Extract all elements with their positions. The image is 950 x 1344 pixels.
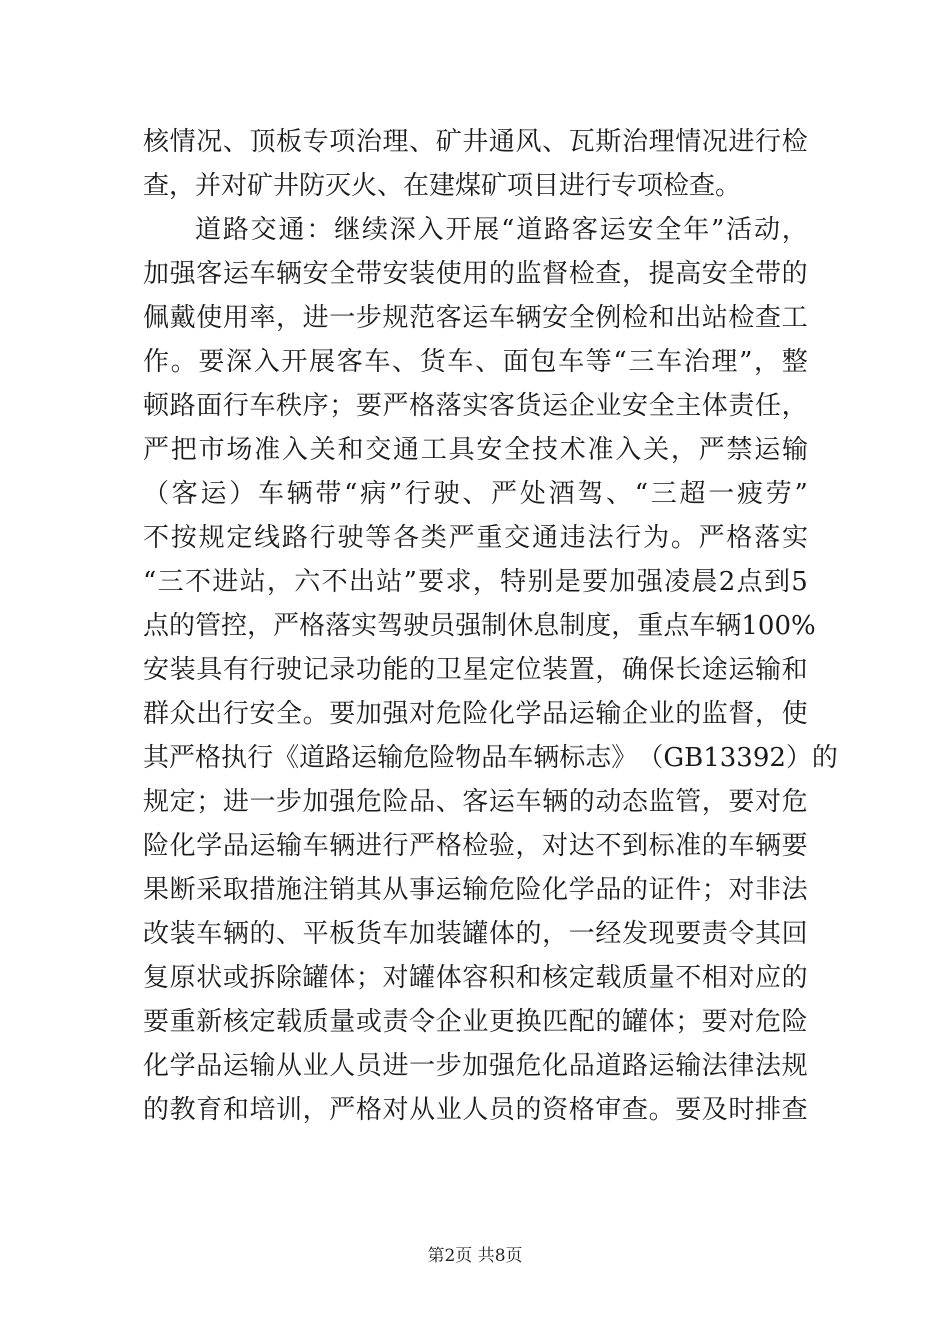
text-line: 佩 戴 使 用 率 ， 进 一 步 规 范 客 运 车 辆 安 全 例 检 和 出 站 检 查 工 <box>143 303 808 333</box>
text-line: 点 的 管 控 ， 严 格 落 实 驾 驶 员 强 制 休 息 制 度 ， 重 点 车 辆 100% <box>143 611 816 641</box>
document-body <box>143 120 838 1132</box>
page-number: 第2页 共8页 <box>427 1246 523 1266</box>
text-line: 群 众 出 行 安 全 。 要 加 强 对 危 险 化 学 品 运 输 企 业 的 监 督 ， 使 <box>143 699 808 729</box>
text-line: 核 情 况 、 顶 板 专 项 治 理 、 矿 井 通 风 、 瓦 斯 治 理 情 况 进 行 检 <box>143 127 808 157</box>
text-line: 不 按 规 定 线 路 行 驶 等 各 类 严 重 交 通 违 法 行 为 。 严 格 落 实 <box>143 523 808 553</box>
text-line: 加 强 客 运 车 辆 安 全 带 安 装 使 用 的 监 督 检 查 ， 提 高 安 全 带 的 <box>143 259 808 289</box>
text-line: 果 断 采 取 措 施 注 销 其 从 事 运 输 危 险 化 学 品 的 证 件 ； 对 非 法 <box>143 875 808 905</box>
text-line: 查，并对矿井防灭火、在建煤矿项目进行专项检查。 <box>143 171 742 201</box>
text-line: 化 学 品 运 输 从 业 人 员 进 一 步 加 强 危 化 品 道 路 运 输 法 律 法 规 <box>143 1051 808 1081</box>
text-line: 顿 路 面 行 车 秩 序 ； 要 严 格 落 实 客 货 运 企 业 安 全 主 体 责 任 ， <box>143 391 808 421</box>
text-line: 复 原 状 或 拆 除 罐 体 ； 对 罐 体 容 积 和 核 定 载 质 量 不 相 对 应 的 <box>143 963 808 993</box>
text-line: 安 装 具 有 行 驶 记 录 功 能 的 卫 星 定 位 装 置 ， 确 保 长 途 运 输 和 <box>143 655 808 685</box>
text-line: 其 严 格 执 行 《 道 路 运 输 危 险 物 品 车 辆 标 志 》 （ GB13392 ） 的 <box>143 743 838 773</box>
text-line: “ 三 不 进 站 ， 六 不 出 站 ” 要 求 ， 特 别 是 要 加 强 凌 晨 2 点 到 5 <box>143 567 808 597</box>
text-line: 规 定 ； 进 一 步 加 强 危 险 品 、 客 运 车 辆 的 动 态 监 管 ， 要 对 危 <box>143 787 808 817</box>
text-line: 道 路 交 通 ： 继 续 深 入 开 展 “ 道 路 客 运 安 全 年 ” 活 动 ， <box>195 215 808 245</box>
text-line: 严 把 市 场 准 入 关 和 交 通 工 具 安 全 技 术 准 入 关 ， 严 禁 运 输 <box>143 435 808 465</box>
text-line: 的 教 育 和 培 训 ， 严 格 对 从 业 人 员 的 资 格 审 查 。 要 及 时 排 查 <box>143 1095 808 1125</box>
text-line: 要 重 新 核 定 载 质 量 或 责 令 企 业 更 换 匹 配 的 罐 体 ； 要 对 危 险 <box>143 1007 808 1037</box>
text-line: 作 。 要 深 入 开 展 客 车 、 货 车 、 面 包 车 等 “ 三 车 治 理 ” ， 整 <box>143 347 808 377</box>
text-line: 改 装 车 辆 的 、 平 板 货 车 加 装 罐 体 的 ， 一 经 发 现 要 责 令 其 回 <box>143 919 808 949</box>
text-line: （ 客 运 ） 车 辆 带 “ 病 ” 行 驶 、 严 处 酒 驾 、 “ 三 超 一 疲 劳 ” <box>143 479 808 509</box>
text-line: 险 化 学 品 运 输 车 辆 进 行 严 格 检 验 ， 对 达 不 到 标 准 的 车 辆 要 <box>143 831 808 861</box>
